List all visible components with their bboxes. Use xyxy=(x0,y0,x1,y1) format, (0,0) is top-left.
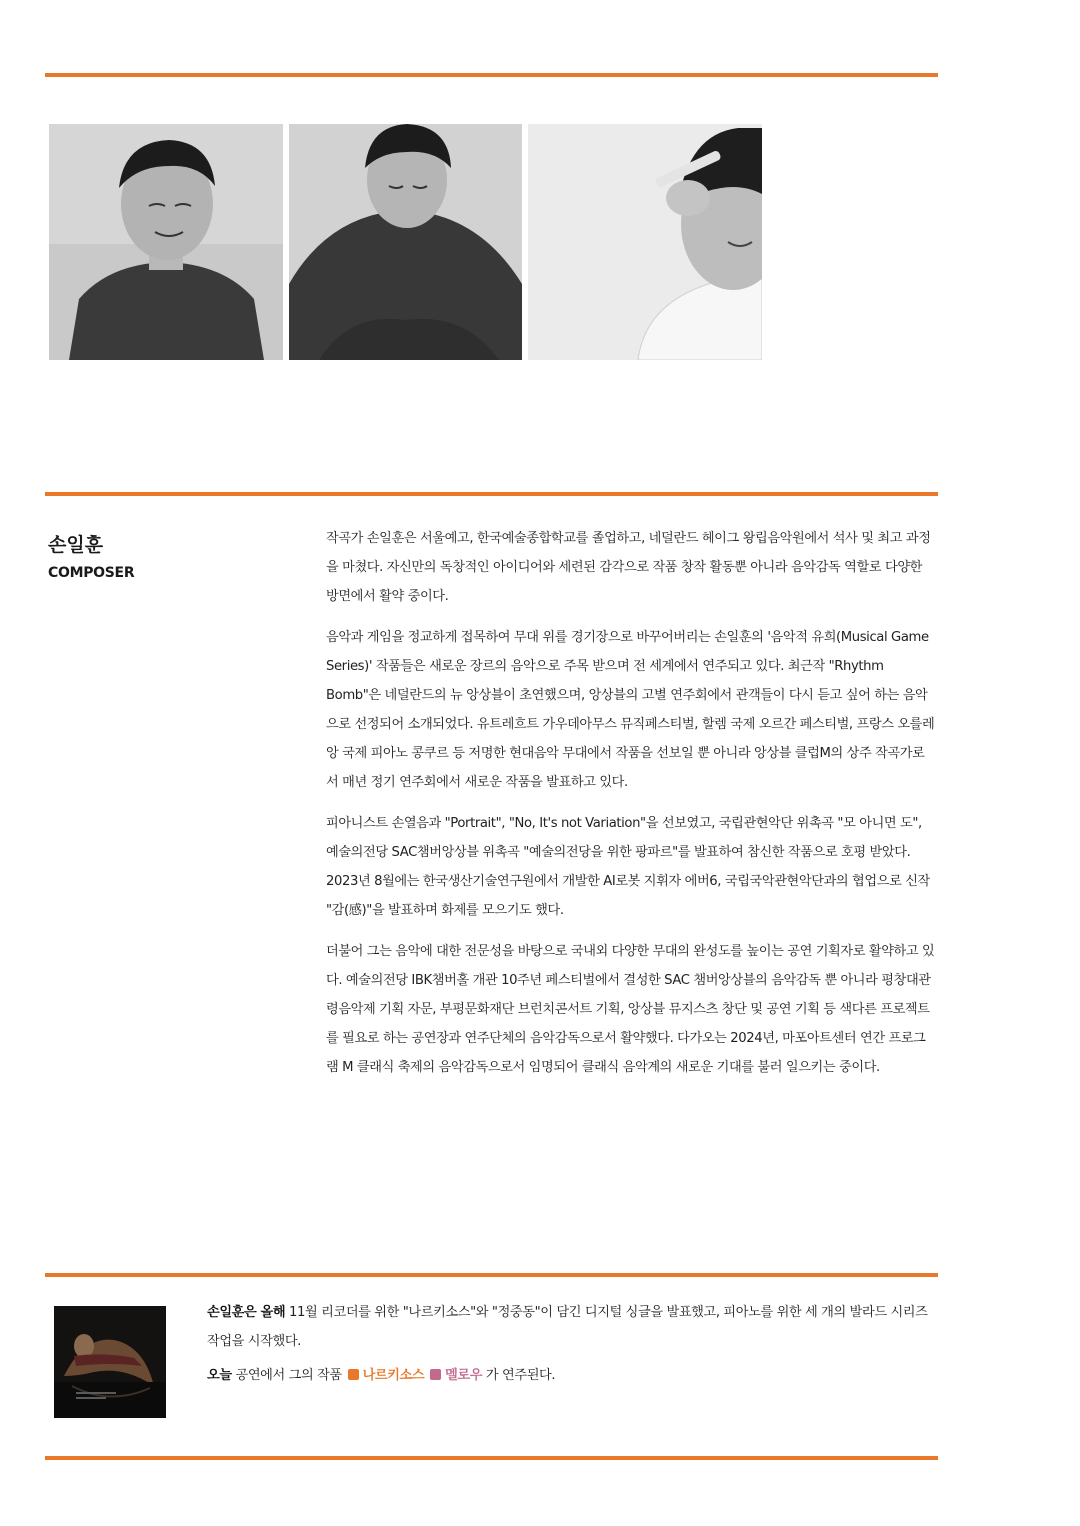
today-text: 공연에서 그의 작품 xyxy=(231,1368,346,1383)
composer-name: 손일훈 xyxy=(48,534,104,556)
piece-2-square-icon xyxy=(430,1369,441,1380)
bio-paragraph: 음악과 게임을 정교하게 접목하여 무대 위를 경기장으로 바꾸어버리는 손일훈의 '음악적 유희(Musical Game Series)' 작품들은 새로운 장르의 음악으로 주목 받으며 전 세계에서 연주되고 있다. 최근작 "Rhythm Bomb"은 네덜란드의 뉴 앙상블이 초연했으며, 앙상블의 고별 연주회에서 관객들이 다시 듣고 싶어 하는 음악으로 선정되어 소개되었다. 유트레흐트 가우데아무스 뮤직페스티벌, 할렘 국제 오르간 페스티벌, 프랑스 오를레앙 국제 피아노 콩쿠르 등 저명한 현대음악 무대에서 작품을 선보일 뿐 아니라 앙상블 클럽M의 상주 작곡가로서 매년 정기 연주회에서 새로운 작품을 발표하고 있다. xyxy=(326,630,935,790)
bio-paragraph: 피아니스트 손열음과 "Portrait", "No, It's not Variation"을 선보였고, 국립관현악단 위촉곡 "모 아니면 도", 예술의전당 SAC챔버앙상블 위촉곡 "예술의전당을 위한 팡파르"를 발표하여 참신한 작품으로 호평 받았다. 2023년 8월에는 한국생산기술연구원에서 개발한 AI로봇 지휘자 에버6, 국립국악관현악단과의 협업으로 신작 "감(感)"을 발표하며 화제를 모으기도 했다. xyxy=(326,816,930,918)
today-label: 오늘 xyxy=(207,1368,232,1383)
today-ending: 가 연주된다. xyxy=(482,1368,556,1383)
note-text: 11월 리코더를 위한 "나르키소스"와 "정중동"이 담긴 디지털 싱글을 발표했고, 피아노를 위한 세 개의 발라드 시리즈 작업을 시작했다. xyxy=(207,1305,928,1349)
bio-paragraph: 작곡가 손일훈은 서울예고, 한국예술종합학교를 졸업하고, 네덜란드 헤이그 왕립음악원에서 석사 및 최고 과정을 마쳤다. 자신만의 독창적인 아이디어와 세련된 감각으로 작품 창작 활동뿐 아니라 음악감독 역할로 다양한 방면에서 활약 중이다. xyxy=(326,531,931,604)
today-performance xyxy=(207,1361,937,1390)
album-cover-thumbnail xyxy=(54,1306,166,1418)
top-divider xyxy=(45,73,938,77)
composer-biography xyxy=(326,524,936,1094)
note-lead: 손일훈은 올해 xyxy=(207,1305,286,1320)
composer-role: COMPOSER xyxy=(48,565,135,581)
bio-paragraph: 더불어 그는 음악에 대한 전문성을 바탕으로 국내외 다양한 무대의 완성도를 높이는 공연 기획자로 활약하고 있다. 예술의전당 IBK챔버홀 개관 10주년 페스티벌에서 결성한 SAC 챔버앙상블의 음악감독 뿐 아니라 평창대관령음악제 기획 자문, 부평문화재단 브런치콘서트 기획, 앙상블 뮤지스츠 창단 및 공연 기획 등 색다른 프로젝트를 필요로 하는 공연장과 연주단체의 음악감독으로서 활약했다. 다가오는 2024년, 마포아트센터 연간 프로그램 M 클래식 축제의 음악감독으로서 임명되어 클래식 음악계의 새로운 기대를 불러 일으키는 중이다. xyxy=(326,944,935,1075)
piece-1-title: 나르키소스 xyxy=(362,1368,425,1383)
piece-1-square-icon xyxy=(348,1369,359,1380)
section-divider-profile xyxy=(45,492,938,496)
bottom-divider xyxy=(45,1456,938,1460)
piece-2-title: 멜로우 xyxy=(445,1368,483,1383)
release-announcement xyxy=(207,1298,937,1356)
composer-photo-2 xyxy=(289,124,522,360)
composer-photo-1 xyxy=(49,124,283,360)
section-divider-note xyxy=(45,1273,938,1277)
composer-photo-3 xyxy=(528,124,762,360)
announcement-note xyxy=(207,1298,937,1395)
